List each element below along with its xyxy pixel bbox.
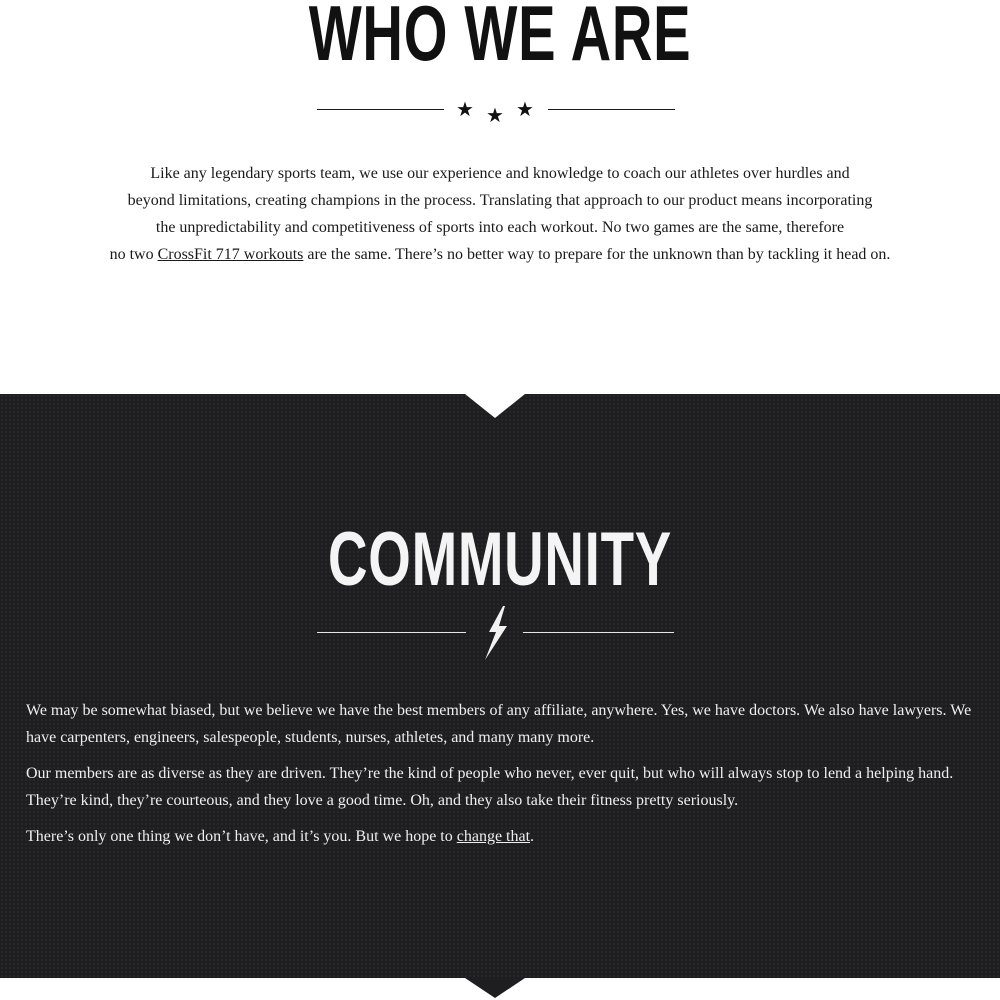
community-title: COMMUNITY [328,517,672,602]
change-that-link[interactable]: change that [456,828,531,845]
paragraph-text: . [530,828,535,845]
lightning-bolt-icon [483,606,509,660]
paragraph-line: the unpredictability and competitiveness of sports into each workout. No two games are the same, therefore [155,219,845,236]
paragraph-text: no two [109,246,158,263]
paragraph-text: There’s only one thing we don’t have, and it’s you. But we hope to [26,828,457,845]
who-we-are-paragraph [40,160,960,268]
community-paragraph: We may be somewhat biased, but we believe we have the best members of any affiliate, anywhere. Yes, we have doctors. We also have lawyers. We have carpenters, engineers, salespeople, students, nurses, athletes, and many many more. [26,702,972,746]
star-icon: ★ [516,97,534,121]
star-icon: ★ [456,97,474,121]
divider-line-right [523,632,674,633]
divider-line-right [548,109,675,110]
community-paragraph: Our members are as diverse as they are driven. They’re the kind of people who never, ever quit, but who will always stop to lend a helping hand. They’re kind, they’re courteous, and they love a good time. Oh, and they also take their fitness pretty seriously. [26,765,954,809]
community-section [0,394,1000,978]
paragraph-line: Like any legendary sports team, we use our experience and knowledge to coach our athletes over hurdles and [150,165,850,182]
who-we-are-section [0,0,1000,394]
community-body [26,697,976,859]
divider-line-left [317,632,466,633]
paragraph-line: beyond limitations, creating champions in the process. Translating that approach to our product means incorporating [127,192,873,209]
divider-line-left [317,109,444,110]
community-paragraph [26,823,976,850]
crossfit-workouts-link[interactable]: CrossFit 717 workouts [157,246,304,263]
star-icon: ★ [486,103,504,127]
section-notch-bottom [465,978,525,998]
section-notch-top [465,394,525,418]
who-we-are-title: WHO WE ARE [308,0,692,77]
paragraph-line [40,241,960,268]
paragraph-text: are the same. There’s no better way to prepare for the unknown than by tackling it head on. [303,246,891,263]
